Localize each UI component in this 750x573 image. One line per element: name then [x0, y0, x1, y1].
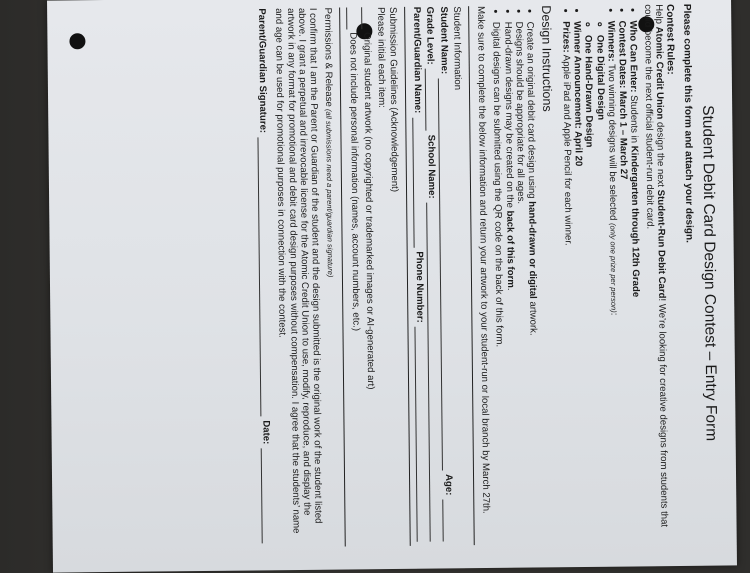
winner-digital-design: ◦ One Digital Design	[594, 35, 611, 544]
contest-rules-intro: Help Atomic Credit Union design the next Student-Run Debit Card! We’re looking for creative designs from students that could become the next official student-run debit card.	[641, 4, 670, 528]
signature-label: Parent/Guardian Signature:	[256, 8, 269, 134]
phone-number-field[interactable]	[414, 327, 426, 542]
rule-prizes: • Prizes: Apple iPad and Apple Pencil for each winner.	[560, 21, 577, 544]
school-name-label: School Name:	[425, 134, 438, 199]
parent-name-label: Parent/Guardian Name:	[411, 6, 424, 114]
return-note: Make sure to complete the below information and return your artwork to your student-run or local branch by March 27th.	[475, 5, 492, 514]
divider-rule	[404, 7, 411, 546]
entry-form-paper	[47, 0, 737, 573]
winner-hand-drawn-design: ◦ One Hand-Drawn Design	[582, 35, 599, 544]
form-content	[47, 0, 737, 564]
design-instruction-digital: • Digital designs can be submitted using the QR code on the back of this form.	[490, 22, 507, 545]
date-label: Date:	[260, 420, 272, 445]
rule-winner-announcement: • Winner Announcement: April 20	[571, 21, 588, 544]
rule-winners: • Winners: Two winning designs will be selected (only one prize per person): ◦ One Digital Design ◦ One Hand-Drawn Design	[582, 21, 621, 544]
design-instruction-original: • Create an original debit card design using hand-drawn or digital artwork.	[524, 21, 541, 544]
design-instructions-heading: Design Instructions	[539, 5, 555, 112]
form-instruction: Please complete this form and attach your design.	[681, 3, 695, 243]
design-instructions-list	[490, 5, 541, 544]
form-title: Student Debit Card Design Contest – Entry Form	[699, 105, 720, 442]
phone-number-label: Phone Number:	[413, 251, 426, 323]
age-label: Age:	[442, 474, 454, 496]
student-info-heading: Student Information	[450, 6, 463, 91]
permissions-text: I confirm that I am the Parent or Guardian of the student and the design submitted is the original work of the student listed above. I grant a perpetual and irrevocable license for the Atomic Credit Union to use, modify, reproduce, and display the artwork in any format for promotional and debit card design purposes without compensation. I agree that the students’ name and age can be used for promotional purposes in connection with the contest.	[273, 7, 324, 534]
initial-field[interactable]	[347, 7, 357, 29]
initial-field[interactable]	[361, 7, 371, 29]
contest-rules-list	[559, 4, 644, 544]
initial-prompt: Please initial each item:	[375, 7, 388, 108]
rule-contest-dates: • Contest Dates: March 1 – March 27	[616, 21, 633, 544]
date-field[interactable]	[260, 448, 271, 543]
guideline-no-personal-info: Does not include personal information (names, account numbers, etc.)	[347, 7, 364, 546]
rule-who-can-enter: • Who Can Enter: Students in Kindergarten through 12th Grade	[627, 20, 644, 543]
permissions-heading: Permissions & Release (all submissions need a parent/guardian signature)	[322, 7, 336, 278]
divider-rule	[340, 8, 347, 547]
student-name-field[interactable]	[438, 78, 452, 470]
student-name-label: Student Name:	[437, 6, 450, 75]
grade-level-field[interactable]	[425, 69, 436, 131]
grade-level-label: Grade Level:	[424, 6, 436, 65]
school-name-field[interactable]	[426, 203, 440, 542]
divider-rule	[468, 6, 475, 545]
age-field[interactable]	[443, 499, 453, 541]
guideline-original-artwork: Original student artwork (no copyrighted or trademarked images or AI-generated art)	[361, 7, 378, 546]
guidelines-heading: Submission Guidelines (Acknowledgement)	[386, 6, 400, 193]
design-instruction-hand-drawn: • Hand-drawn designs may be created on the back of this form.	[502, 22, 519, 545]
design-instruction-appropriate: • Designs should be appropriate for all ages.	[513, 22, 530, 545]
signature-field[interactable]	[257, 137, 270, 416]
contest-rules-heading: Contest Rules:	[664, 4, 676, 75]
parent-name-field[interactable]	[412, 117, 423, 247]
